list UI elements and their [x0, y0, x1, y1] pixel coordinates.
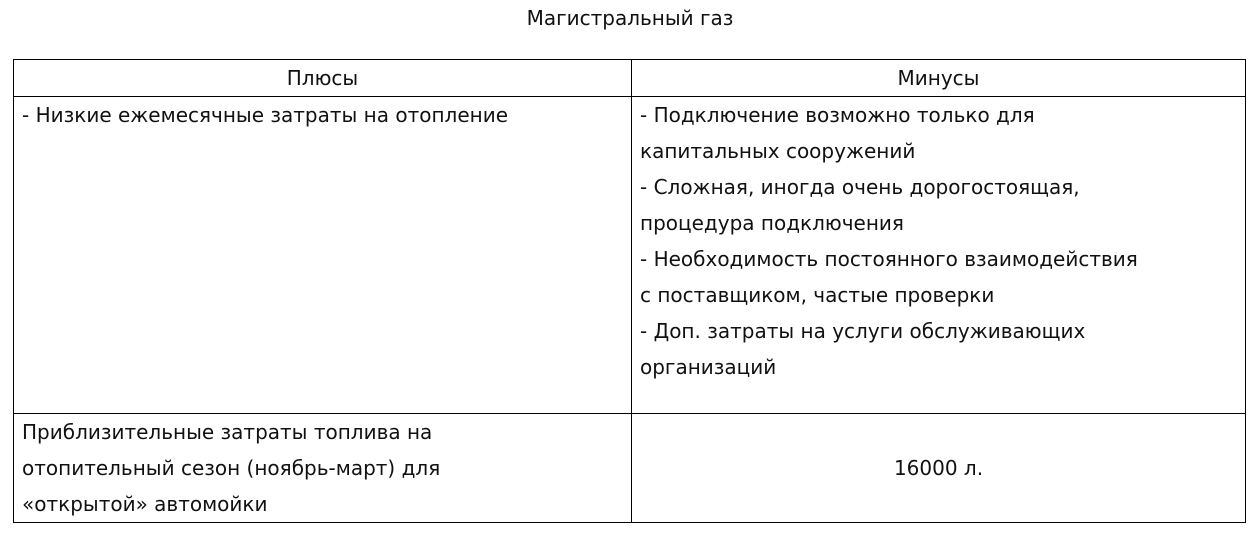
cons-line: - Необходимость постоянного взаимодействия — [640, 247, 1138, 271]
summary-label-line: Приблизительные затраты топлива на — [22, 420, 433, 444]
cons-line: - Подключение возможно только для — [640, 103, 1035, 127]
cons-header: Минусы — [632, 60, 1246, 97]
document-title: Магистральный газ — [526, 6, 734, 30]
summary-label-line: отопительный сезон (ноябрь-март) для — [22, 456, 441, 480]
pros-header: Плюсы — [14, 60, 632, 97]
cons-line: - Доп. затраты на услуги обслуживающих — [640, 319, 1086, 343]
summary-label-line: «открытой» автомойки — [22, 492, 268, 516]
summary-label-cell — [14, 414, 632, 523]
comparison-table — [13, 59, 1246, 523]
cons-cell — [632, 97, 1246, 414]
table-content-row — [14, 97, 1246, 414]
cons-line: организаций — [640, 355, 777, 379]
cons-line: процедура подключения — [640, 211, 904, 235]
cons-line: с поставщиком, частые проверки — [640, 283, 995, 307]
cons-line: капитальных сооружений — [640, 139, 916, 163]
pros-item: - Низкие ежемесячные затраты на отопление — [22, 103, 509, 127]
summary-value-cell: 16000 л. — [632, 414, 1246, 523]
table-header-row — [14, 60, 1246, 97]
cons-line: - Сложная, иногда очень дорогостоящая, — [640, 175, 1080, 199]
table-summary-row — [14, 414, 1246, 523]
pros-cell — [14, 97, 632, 414]
